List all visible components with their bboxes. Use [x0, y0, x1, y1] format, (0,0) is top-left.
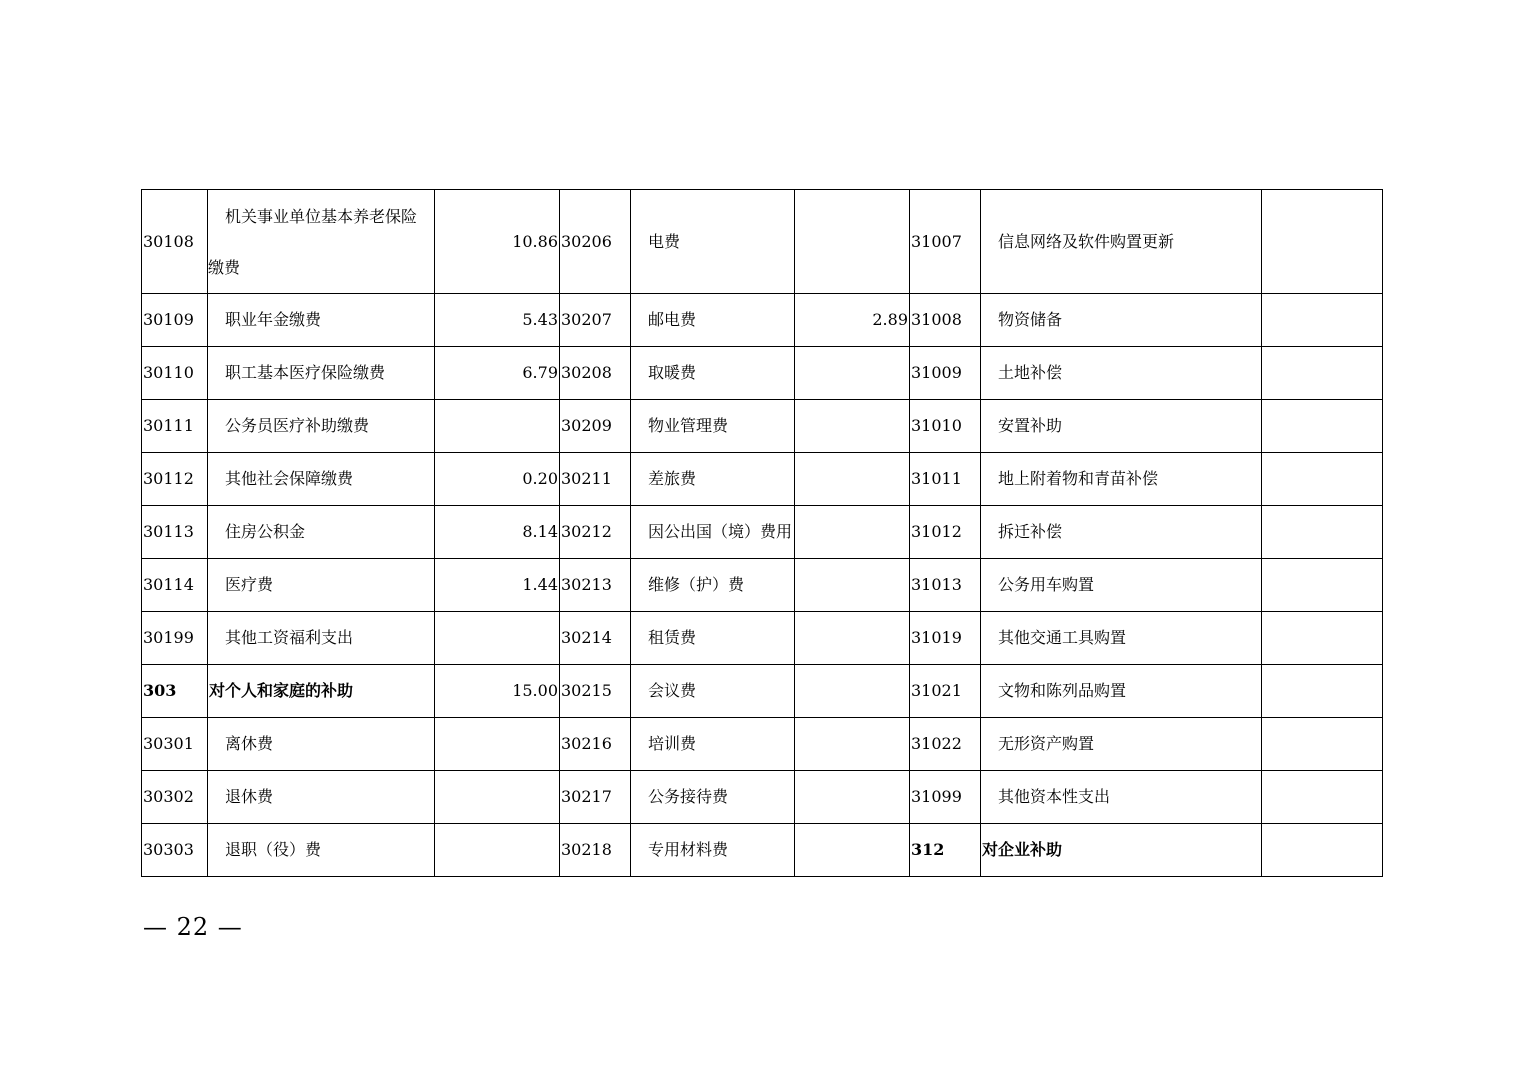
table-row [142, 612, 1383, 665]
page-number: — 22 — [143, 913, 243, 941]
code-cell: 30208 [560, 347, 631, 400]
amount-cell [435, 718, 560, 771]
amount-cell: 10.86 [435, 190, 560, 294]
code-cell: 31010 [910, 400, 981, 453]
category-code-cell: 303 [142, 665, 208, 718]
code-cell: 30217 [560, 771, 631, 824]
name-cell: 会议费 [631, 665, 795, 718]
amount-cell [795, 190, 910, 294]
name-cell: 物资储备 [981, 294, 1262, 347]
name-cell: 职业年金缴费 [208, 294, 435, 347]
name-cell: 土地补偿 [981, 347, 1262, 400]
name-cell: 拆迁补偿 [981, 506, 1262, 559]
amount-cell [1262, 400, 1383, 453]
code-cell: 30207 [560, 294, 631, 347]
amount-cell [1262, 559, 1383, 612]
table-row [142, 771, 1383, 824]
code-cell: 31008 [910, 294, 981, 347]
table-row [142, 718, 1383, 771]
code-cell: 30212 [560, 506, 631, 559]
code-cell: 30209 [560, 400, 631, 453]
amount-cell: 0.20 [435, 453, 560, 506]
name-cell: 专用材料费 [631, 824, 795, 877]
amount-cell [795, 453, 910, 506]
code-cell: 31021 [910, 665, 981, 718]
code-cell: 30214 [560, 612, 631, 665]
amount-cell [795, 824, 910, 877]
name-cell: 其他交通工具购置 [981, 612, 1262, 665]
code-cell: 30109 [142, 294, 208, 347]
amount-cell [795, 771, 910, 824]
name-cell: 其他社会保障缴费 [208, 453, 435, 506]
table-row-category [142, 665, 1383, 718]
table-row [142, 190, 1383, 294]
table-row [142, 824, 1383, 877]
code-cell: 30211 [560, 453, 631, 506]
table-row [142, 400, 1383, 453]
amount-cell [1262, 824, 1383, 877]
amount-cell [795, 559, 910, 612]
code-cell: 30113 [142, 506, 208, 559]
code-cell: 30301 [142, 718, 208, 771]
code-cell: 31007 [910, 190, 981, 294]
table-row [142, 453, 1383, 506]
code-cell: 30111 [142, 400, 208, 453]
name-cell: 电费 [631, 190, 795, 294]
amount-cell [1262, 190, 1383, 294]
amount-cell: 2.89 [795, 294, 910, 347]
amount-cell [1262, 718, 1383, 771]
name-cell: 租赁费 [631, 612, 795, 665]
category-name-cell: 对企业补助 [981, 824, 1262, 877]
code-cell: 30114 [142, 559, 208, 612]
code-cell: 31022 [910, 718, 981, 771]
code-cell: 31011 [910, 453, 981, 506]
code-cell: 31013 [910, 559, 981, 612]
code-cell: 31099 [910, 771, 981, 824]
code-cell: 30215 [560, 665, 631, 718]
name-cell: 物业管理费 [631, 400, 795, 453]
amount-cell [435, 824, 560, 877]
amount-cell [1262, 612, 1383, 665]
amount-cell [795, 718, 910, 771]
name-cell: 信息网络及软件购置更新 [981, 190, 1262, 294]
name-cell: 文物和陈列品购置 [981, 665, 1262, 718]
amount-cell [435, 612, 560, 665]
code-cell: 31009 [910, 347, 981, 400]
name-cell: 公务员医疗补助缴费 [208, 400, 435, 453]
name-cell: 公务接待费 [631, 771, 795, 824]
name-cell: 其他工资福利支出 [208, 612, 435, 665]
amount-cell [1262, 294, 1383, 347]
name-cell: 因公出国（境）费用 [631, 506, 795, 559]
amount-cell: 5.43 [435, 294, 560, 347]
code-cell: 31012 [910, 506, 981, 559]
name-line: 缴费 [208, 257, 241, 277]
table-row [142, 294, 1383, 347]
amount-cell [1262, 453, 1383, 506]
code-cell: 30110 [142, 347, 208, 400]
amount-cell [795, 665, 910, 718]
name-line: 机关事业单位基本养老保险 [225, 206, 418, 226]
name-cell: 退休费 [208, 771, 435, 824]
amount-cell [795, 506, 910, 559]
budget-table [141, 189, 1383, 877]
name-cell: 退职（役）费 [208, 824, 435, 877]
code-cell: 30213 [560, 559, 631, 612]
code-cell: 30112 [142, 453, 208, 506]
code-cell: 30218 [560, 824, 631, 877]
amount-cell: 6.79 [435, 347, 560, 400]
code-cell: 30199 [142, 612, 208, 665]
amount-cell: 1.44 [435, 559, 560, 612]
name-cell: 维修（护）费 [631, 559, 795, 612]
amount-cell [435, 771, 560, 824]
name-cell: 其他资本性支出 [981, 771, 1262, 824]
table-row [142, 506, 1383, 559]
name-cell: 地上附着物和青苗补偿 [981, 453, 1262, 506]
amount-cell [795, 347, 910, 400]
amount-cell [795, 612, 910, 665]
name-cell: 安置补助 [981, 400, 1262, 453]
name-cell: 取暖费 [631, 347, 795, 400]
amount-cell [435, 400, 560, 453]
name-cell: 住房公积金 [208, 506, 435, 559]
code-cell: 30108 [142, 190, 208, 294]
name-cell: 离休费 [208, 718, 435, 771]
code-cell: 30216 [560, 718, 631, 771]
amount-cell [795, 400, 910, 453]
category-name-cell: 对个人和家庭的补助 [208, 665, 435, 718]
name-cell: 职工基本医疗保险缴费 [208, 347, 435, 400]
code-cell: 31019 [910, 612, 981, 665]
name-cell [208, 190, 435, 294]
code-cell: 30302 [142, 771, 208, 824]
name-cell: 公务用车购置 [981, 559, 1262, 612]
name-cell: 无形资产购置 [981, 718, 1262, 771]
name-cell: 医疗费 [208, 559, 435, 612]
amount-cell [1262, 347, 1383, 400]
amount-cell [1262, 506, 1383, 559]
amount-cell [1262, 771, 1383, 824]
amount-cell: 8.14 [435, 506, 560, 559]
table-row [142, 559, 1383, 612]
code-cell: 30303 [142, 824, 208, 877]
table-row [142, 347, 1383, 400]
amount-cell [1262, 665, 1383, 718]
category-code-cell: 312 [910, 824, 981, 877]
name-cell: 培训费 [631, 718, 795, 771]
name-cell: 邮电费 [631, 294, 795, 347]
code-cell: 30206 [560, 190, 631, 294]
name-cell: 差旅费 [631, 453, 795, 506]
amount-cell: 15.00 [435, 665, 560, 718]
